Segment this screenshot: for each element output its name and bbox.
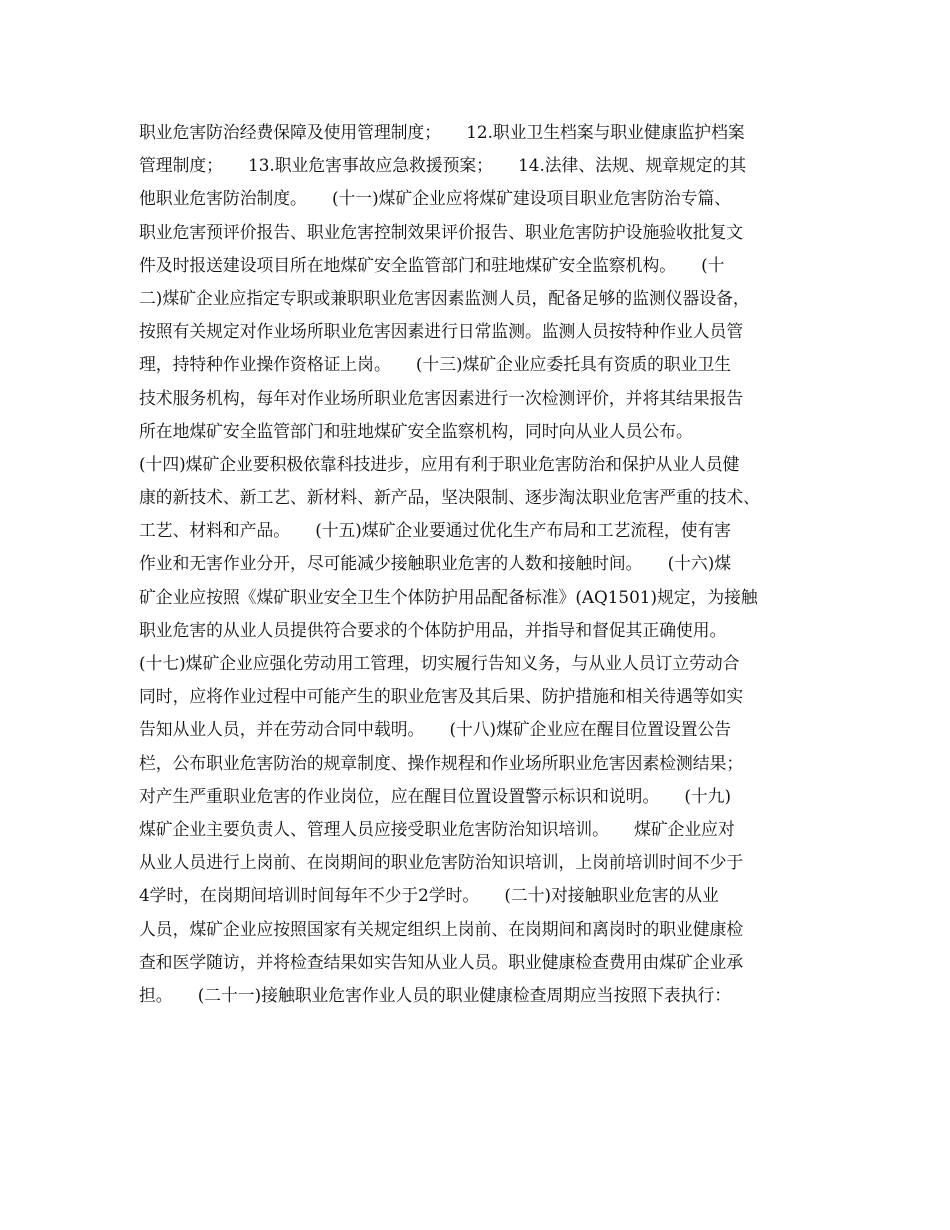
text-line: 栏，公布职业危害防治的规章制度、操作规程和作业场所职业危害因素检测结果； (139, 752, 744, 773)
text-line: 从业人员进行上岗前、在岗期间的职业危害防治知识培训，上岗前培训时间不少于 (139, 852, 744, 873)
text-line: 二)煤矿企业应指定专职或兼职职业危害因素监测人员，配备足够的监测仪器设备， (139, 287, 750, 308)
text-line: 查和医学随访，并将检查结果如实告知从业人员。职业健康检查费用由煤矿企业承 (139, 951, 744, 972)
text-line: 职业危害防治经费保障及使用管理制度； 12.职业卫生档案与职业健康监护档案 (139, 122, 745, 142)
text-line: 担。 (二十一)接触职业危害作业人员的职业健康检查周期应当按照下表执行： (139, 984, 732, 1005)
text-line: 矿企业应按照《煤矿职业安全卫生个体防护用品配备标准》(AQ1501)规定，为接触 (139, 586, 758, 607)
text-line: 所在地煤矿安全监管部门和驻地煤矿安全监察机构，同时向从业人员公布。 (139, 420, 693, 441)
text-line: (十七)煤矿企业应强化劳动用工管理，切实履行告知义务，与从业人员订立劳动合 (139, 653, 740, 673)
text-line: 按照有关规定对作业场所职业危害因素进行日常监测。监测人员按特种作业人员管 (139, 321, 744, 342)
text-line: 他职业危害防治制度。 (十一)煤矿企业应将煤矿建设项目职业危害防治专篇、 (139, 188, 732, 209)
text-line: 职业危害预评价报告、职业危害控制效果评价报告、职业危害防护设施验收批复文 (139, 221, 744, 242)
text-line: 作业和无害作业分开，尽可能减少接触职业危害的人数和接触时间。 (十六)煤 (139, 553, 732, 574)
text-line: 同时，应将作业过程中可能产生的职业危害及其后果、防护措施和相关待遇等如实 (139, 686, 744, 707)
body-text (139, 116, 839, 1012)
text-line: (十四)煤矿企业要积极依靠科技进步，应用有利于职业危害防治和保护从业人员健 (139, 453, 740, 474)
text-line: 件及时报送建设项目所在地煤矿安全监管部门和驻地煤矿安全监察机构。 (十 (139, 254, 725, 275)
text-line: 告知从业人员，并在劳动合同中载明。 (十八)煤矿企业应在醒目位置设置公告 (139, 719, 732, 740)
text-line: 康的新技术、新工艺、新材料、新产品，坚决限制、逐步淘汰职业危害严重的技术、 (139, 487, 760, 508)
text-line: 职业危害的从业人员提供符合要求的个体防护用品，并指导和督促其正确使用。 (139, 619, 727, 640)
text-line: 对产生严重职业危害的作业岗位，应在醒目位置设置警示标识和说明。 (十九) (139, 785, 732, 806)
text-line: 人员，煤矿企业应按照国家有关规定组织上岗前、在岗期间和离岗时的职业健康检 (139, 918, 744, 939)
text-line: 4学时，在岗期间培训时间每年不少于2学时。 (二十)对接触职业危害的从业 (139, 885, 719, 906)
text-line: 技术服务机构，每年对作业场所职业危害因素进行一次检测评价，并将其结果报告 (139, 387, 744, 408)
text-line: 工艺、材料和产品。 (十五)煤矿企业要通过优化生产布局和工艺流程，使有害 (139, 520, 732, 541)
text-line: 理，持特种作业操作资格证上岗。 (十三)煤矿企业应委托具有资质的职业卫生 (139, 354, 732, 375)
text-line: 煤矿企业主要负责人、管理人员应接受职业危害防治知识培训。 煤矿企业应对 (139, 818, 735, 839)
text-line: 管理制度； 13.职业危害事故应急救援预案； 14.法律、法规、规章规定的其 (139, 155, 747, 176)
